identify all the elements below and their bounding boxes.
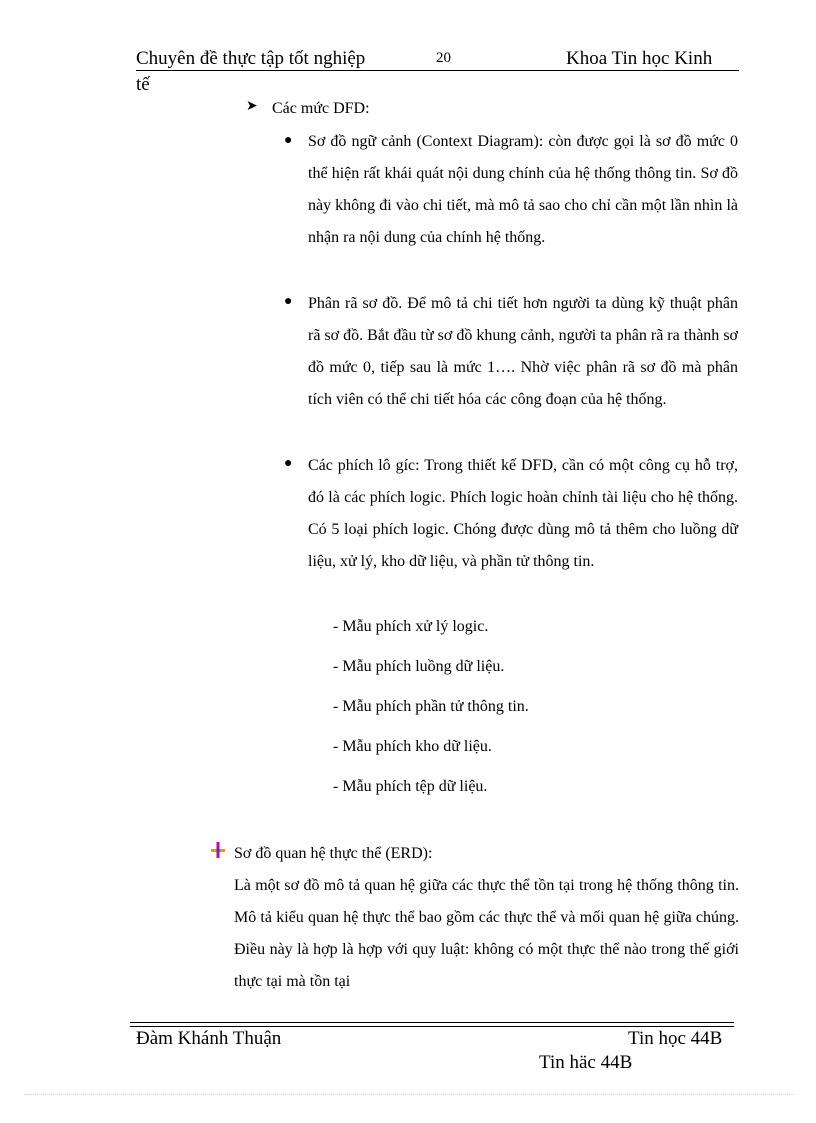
sub-item: - Mẫu phích phần tử thông tin. [333,698,529,715]
sub-item: - Mẫu phích luồng dữ liệu. [333,658,505,675]
footer-author: Đàm Khánh Thuận [136,1028,282,1049]
bullet-paragraph: Phân rã sơ đồ. Để mô tả chi tiết hơn người ta dùng kỹ thuật phân rã sơ đồ. Bắt đầu từ sơ đồ khung cảnh, người ta phân rã ra thành sơ đồ mức 0, tiếp sau là mức 1…. Nhờ việc phân rã sơ đồ mà phân tích viên có thể chi tiết hóa các công đoạn của hệ thống. [308,295,738,408]
header-rule [136,70,739,71]
erd-heading: Sơ đồ quan hệ thực thể (ERD): [234,845,433,862]
bullet-dot-icon: ● [284,133,293,148]
header-left-continued: tế [136,74,150,95]
bullet-paragraph: Các phích lô gíc: Trong thiết kế DFD, cần có một công cụ hỗ trợ, đó là các phích logic. Phích logic hoàn chỉnh tài liệu cho hệ thống. Có 5 loại phích logic. Chóng được dùng mô tả thêm cho luồng dữ liệu, xử lý, kho dữ liệu, và phần tử thông tin. [308,457,738,570]
dfd-heading: Các mức DFD: [272,100,370,117]
header-left: Chuyên đề thực tập tốt nghiệp [136,48,366,69]
sub-item: - Mẫu phích kho dữ liệu. [333,738,492,755]
footer-rule [130,1022,734,1023]
cross-bullet-icon [211,842,225,858]
footer-class: Tin học 44B [628,1028,723,1049]
header-right: Khoa Tin học Kinh [566,48,713,69]
erd-paragraph: Là một sơ đồ mô tả quan hệ giữa các thực thể tồn tại trong hệ thống thông tin. Mô tả kiểu quan hệ thực thể bao gồm các thực thể và mối quan hệ giữa chúng. Điều này là hợp là hợp với quy luật: không có một thực thể nào trong thế giới thực tại mà tồn tại [234,877,739,990]
bullet-dot-icon: ● [284,294,293,309]
footer-class-extra: Tin häc 44B [539,1052,633,1073]
page-boundary [24,1094,794,1095]
arrow-bullet-icon: ➤ [246,99,258,114]
bullet-dot-icon: ● [284,456,293,471]
bullet-paragraph: Sơ đồ ngữ cảnh (Context Diagram): còn được gọi là sơ đồ mức 0 thể hiện rất khái quát nội dung chính của hệ thống thông tin. Sơ đồ này không đi vào chi tiết, mà mô tả sao cho chỉ cần một lần nhìn là nhận ra nội dung của chính hệ thống. [308,133,738,246]
page-number: 20 [436,50,451,66]
footer-rule [130,1026,734,1027]
sub-item: - Mẫu phích tệp dữ liệu. [333,778,488,795]
sub-item: - Mẫu phích xử lý logic. [333,618,489,635]
